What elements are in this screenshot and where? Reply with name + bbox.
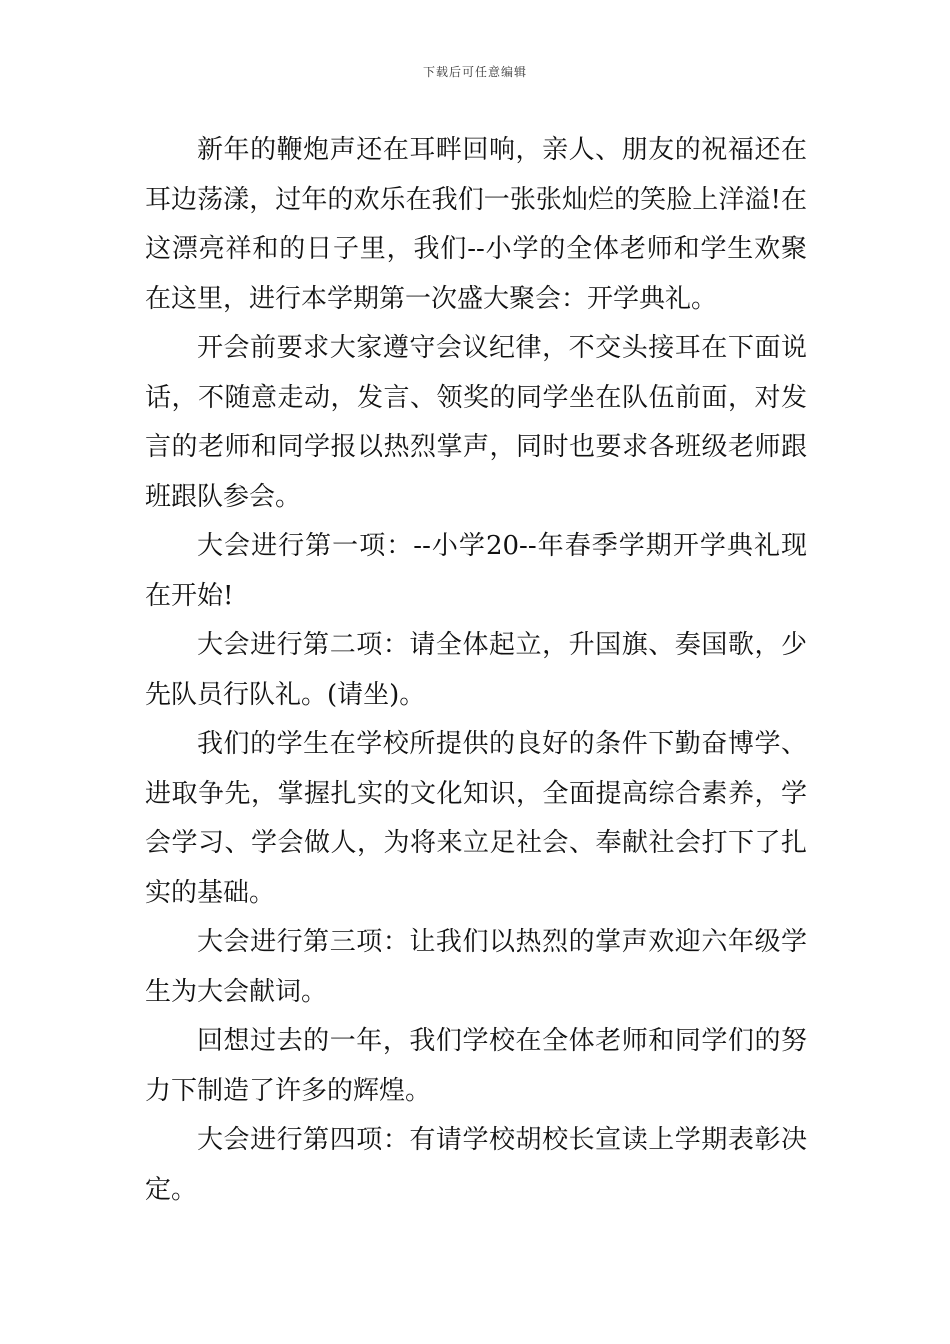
paragraph-meeting-rules: 开会前要求大家遵守会议纪律，不交头接耳在下面说话，不随意走动，发言、领奖的同学坐在队伍前面，对发言的老师和同学报以热烈掌声，同时也要求各班级老师跟班跟队参会。: [145, 333, 807, 512]
paragraph-opening: 新年的鞭炮声还在耳畔回响，亲人、朋友的祝福还在耳边荡漾，过年的欢乐在我们一张张灿烂的笑脸上洋溢!在这漂亮祥和的日子里，我们--小学的全体老师和学生欢聚在这里，进行本学期第一次盛大聚会：开学典礼。: [145, 135, 807, 314]
paragraph-agenda-item-4: 大会进行第四项：有请学校胡校长宣读上学期表彰决定。: [145, 1125, 807, 1205]
paragraph-students-praise: 我们的学生在学校所提供的良好的条件下勤奋博学、进取争先，掌握扎实的文化知识，全面提高综合素养，学会学习、学会做人，为将来立足社会、奉献社会打下了扎实的基础。: [145, 729, 807, 908]
paragraph-review-past-year: 回想过去的一年，我们学校在全体老师和同学们的努力下制造了许多的辉煌。: [145, 1026, 807, 1106]
document-body: [145, 126, 807, 1215]
page-header: 下载后可任意编辑: [422, 65, 527, 79]
paragraph-agenda-item-3: 大会进行第三项：让我们以热烈的掌声欢迎六年级学生为大会献词。: [145, 927, 807, 1007]
paragraph-agenda-item-2: 大会进行第二项：请全体起立，升国旗、奏国歌，少先队员行队礼。(请坐)。: [145, 630, 807, 710]
paragraph-agenda-item-1: 大会进行第一项：--小学20--年春季学期开学典礼现在开始!: [145, 531, 807, 611]
